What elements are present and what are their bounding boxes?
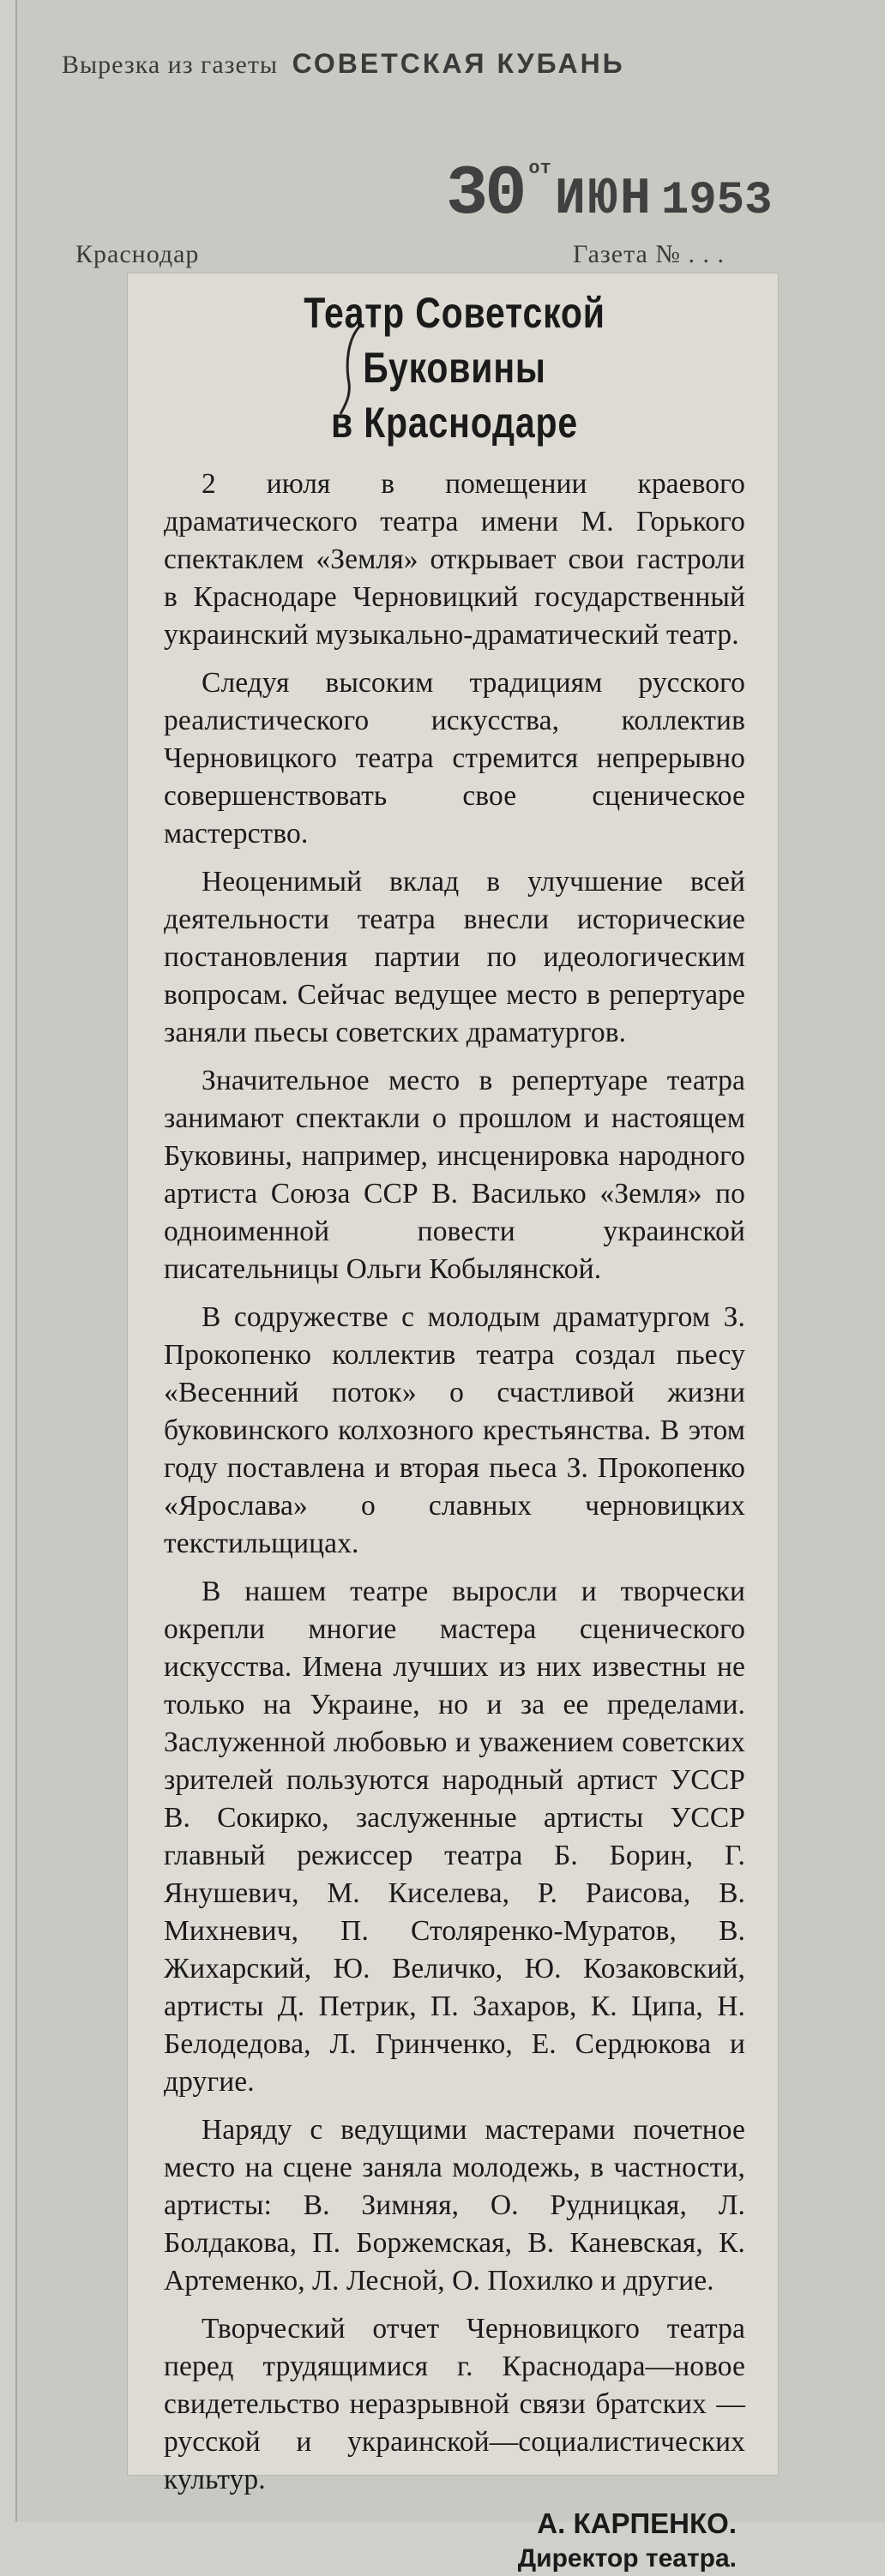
article-paragraph: В нашем театре выросли и творчески окрепли многие мастера сценического искусства. Имена лучших из них известны не только на Украине, но и за ее пределами. Заслуженной любовью и уважением советских зрителей пользуются народный артист УССР В. Сокирко, заслуженные артисты УССР главный режиссер театра Б. Борин, Г. Янушевич, М. Киселева, Р. Раисова, В. Михневич, П. Столяренко-Муратов, В. Жихарский, Ю. Величко, Ю. Козаковский, артисты Д. Петрик, П. Захаров, К. Ципа, Н. Белодедова, Л. Гринченко, Е. Сердюкова и другие. — [164, 1576, 745, 2098]
date-stamp — [446, 154, 772, 234]
article-title-line-2: в Краснодаре — [330, 399, 579, 447]
article-paragraph: В содружестве с молодым драматургом З. Прокопенко коллектив театра создал пьесу «Весенний поток» о счастливой жизни буковинского колхозного крестьянства. В этом году поставлена и вторая пьеса З. Прокопенко «Ярослава» о славных черновицких текстильщицах. — [164, 1301, 745, 1559]
clipping-label-text: Вырезка из газеты — [62, 51, 279, 79]
date-day: 30 — [446, 154, 524, 234]
article-title — [216, 285, 693, 450]
article-paragraph: 2 июля в помещении краевого драматического театра имени М. Горького спектаклем «Земля» открывает свои гастроли в Краснодаре Черновицкий государственный украинский музыкально-драматический театр. — [164, 468, 745, 651]
article-paragraph: Неоценимый вклад в улучшение всей деятельности театра внесли исторические постановления партии по идеологическим вопросам. Сейчас ведущее место в репертуаре заняли пьесы советских драматургов. — [164, 866, 745, 1048]
article-title-line-1: Театр Советской Буковины — [304, 289, 605, 392]
article-paragraph: Следуя высоким традициям русского реалистического искусства, коллектив Черновицкого театра стремится непрерывно совершенствовать свое сценическое мастерство. — [164, 667, 745, 850]
author-signature: А. КАРПЕНКО. — [537, 2507, 737, 2539]
date-ot: от — [528, 158, 551, 179]
article-paragraph: Значительное место в репертуаре театра занимают спектакли о прошлом и настоящем Буковины, например, инсценировка народного артиста Союза ССР В. Василько «Земля» по одноименной повести украинской писательницы Ольги Кобылянской. — [164, 1065, 745, 1285]
article-paragraph: Наряду с ведущими мастерами почетное место на сцене заняла молодежь, в частности, артисты: В. Зимняя, О. Рудницкая, Л. Болдакова, П. Боржемская, В. Каневская, К. Артеменко, Л. Лесной, О. Похилко и другие. — [164, 2114, 745, 2297]
date-year: 1953 — [660, 175, 773, 227]
newspaper-name: СОВЕТСКАЯ КУБАНЬ — [292, 48, 625, 79]
article-paragraph: Творческий отчет Черновицкого театра перед трудящимися г. Краснодара—новое свидетельство неразрывной связи братских — русской и украинской—социалистических культур. — [164, 2313, 745, 2495]
city-label: Краснодар — [75, 240, 200, 268]
date-month: ИЮН — [554, 171, 653, 229]
newspaper-clipping — [127, 273, 779, 2573]
author-position: Директор театра. — [517, 2544, 737, 2573]
clipping-label — [62, 48, 625, 80]
gazeta-number-label: Газета № . . . — [573, 240, 725, 268]
